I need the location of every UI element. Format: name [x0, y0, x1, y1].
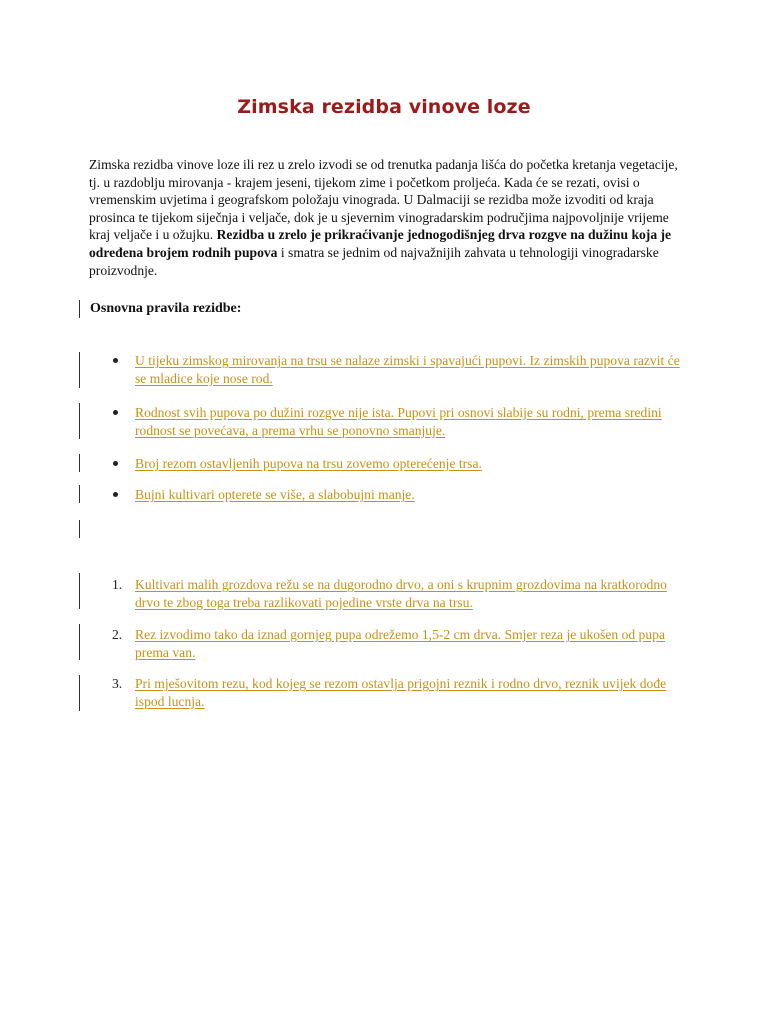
- revision-bar: [79, 573, 80, 609]
- revision-bar: [79, 403, 80, 439]
- intro-tail-text: i smatra se jednim od najvažnijih zahvata u tehnologiji vinogradarske proizvodnje.: [89, 244, 659, 278]
- bullet-icon: [113, 461, 118, 466]
- bullet-icon: [113, 358, 118, 363]
- section-heading: Osnovna pravila rezidbe:: [90, 301, 242, 316]
- page-title: Zimska rezidba vinove loze: [237, 96, 531, 118]
- bullet-link[interactable]: Rodnost svih pupova po dužini rozgve nije ista. Pupovi pri osnovi slabije su rodni, prema sredini rodnost se povećava, a prema vrhu se ponovno smanjuje.: [135, 405, 662, 438]
- numbered-link[interactable]: Kultivari malih grozdova režu se na dugorodno drvo, a oni s krupnim grozdovima na kratkorodno drvo te zbog toga treba razlikovati pojedine vrste drva na trsu.: [135, 577, 667, 610]
- intro-paragraph: [89, 156, 679, 279]
- intro-bold-text: Rezidba u zrelo je prikraćivanje jednogodišnjeg drva rozgve na dužinu koja je određena brojem rodnih pupova: [89, 227, 672, 260]
- revision-bar: [79, 520, 80, 538]
- bullet-icon: [113, 492, 118, 497]
- revision-bar: [79, 352, 80, 388]
- intro-text: Zimska rezidba vinove loze ili rez u zrelo izvodi se od trenutka padanja lišća do početka kretanja vegetacije, tj. u razdoblju mirovanja - krajem jeseni, tijekom zime i početkom proljeća. Kada će se rezati, ovisi o vremenskim uvjetima i geografskom položaju vinograda. U Dalmaciji se rezidba može izvoditi od kraja prosinca te tijekom siječnja i veljače, dok je u sjevernim vinogradarskim područjima najpovoljnije vrijeme kraj veljače i u ožujku.: [89, 157, 678, 243]
- numbered-link[interactable]: Rez izvodimo tako da iznad gornjeg pupa odrežemo 1,5-2 cm drva. Smjer reza je ukošen od pupa prema van.: [135, 627, 665, 660]
- item-number: 3.: [112, 676, 123, 691]
- bullet-link[interactable]: U tijeku zimskog mirovanja na trsu se nalaze zimski i spavajući pupovi. Iz zimskih pupova razvit će se mladice koje nose rod.: [135, 353, 680, 386]
- revision-bar: [79, 624, 80, 660]
- revision-bar: [79, 454, 80, 472]
- bullet-link[interactable]: Bujni kultivari opterete se više, a slabobujni manje.: [135, 487, 415, 502]
- revision-bar: [79, 675, 80, 711]
- item-number: 2.: [112, 627, 123, 642]
- bullet-icon: [113, 410, 118, 415]
- item-number: 1.: [112, 577, 123, 592]
- numbered-link[interactable]: Pri mješovitom rezu, kod kojeg se rezom ostavlja prigojni reznik i rodno drvo, reznik uvijek dođe ispod lucnja.: [135, 676, 667, 709]
- revision-bar: [79, 300, 80, 318]
- revision-bar: [79, 485, 80, 503]
- bullet-link[interactable]: Broj rezom ostavljenih pupova na trsu zovemo opterećenje trsa.: [135, 456, 482, 471]
